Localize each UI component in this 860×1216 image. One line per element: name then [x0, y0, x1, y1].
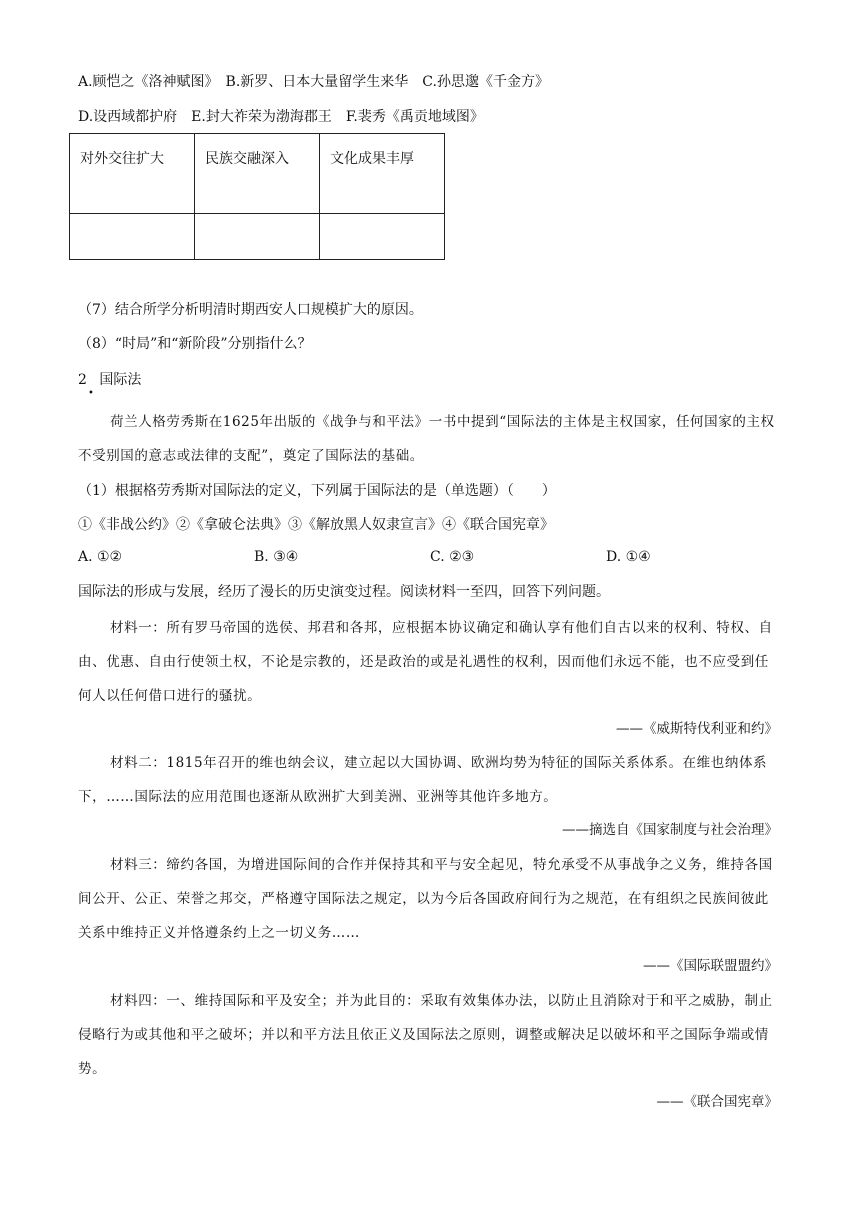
material-4-text: 材料四：一、维持国际和平及安全；并为此目的：采取有效集体办法，以防止且消除对于和平之威胁，制止侵略行为或其他和平之破坏；并以和平方法且依正义及国际法之原则，调整或解决足以破坏和平之国际争端或情势。 — [78, 993, 773, 1077]
table-header-ethnic-integration: 民族交融深入 — [195, 134, 320, 214]
choice-b[interactable]: B. ③④ — [254, 549, 299, 565]
options-line-1: A.顾恺之《洛神赋图》 B.新罗、日本大量留学生来华 C.孙思邈《千金方》 — [78, 74, 549, 90]
question-7: （7）结合所学分析明清时期西安人口规模扩大的原因。 — [78, 302, 423, 318]
choice-d[interactable]: D. ①④ — [606, 549, 651, 565]
table-answer-cell-3[interactable] — [320, 214, 445, 260]
material-1-text: 材料一：所有罗马帝国的选侯、邦君和各邦，应根据本协议确定和确认享有他们自古以来的权利、特权、自由、优惠、自由行使领土权，不论是宗教的，还是政治的或是礼遇性的权利，因而他们永远不能，也不应受到任何人以任何借口进行的骚扰。 — [78, 620, 773, 704]
table-answer-cell-1[interactable] — [70, 214, 195, 260]
section-heading — [78, 370, 141, 390]
table-header-cultural-achievements: 文化成果丰厚 — [320, 134, 445, 214]
heading-dot: • — [88, 388, 94, 399]
table-answer-cell-2[interactable] — [195, 214, 320, 260]
question-8: （8）“时局”和“新阶段”分别指什么？ — [78, 336, 312, 352]
intro-paragraph: 荷兰人格劳秀斯在1625年出版的《战争与和平法》一书中提到“国际法的主体是主权国家，任何国家的主权不受别国的意志或法律的支配”，奠定了国际法的基础。 — [78, 414, 775, 464]
material-3-text: 材料三：缔约各国，为增进国际间的合作并保持其和平与安全起见，特允承受不从事战争之义务，维持各国间公开、公正、荣誉之邦交，严格遵守国际法之规定，以为今后各国政府间行为之规范，在有组织之民族间彼此关系中维持正义并恪遵条约上之一切义务…… — [78, 857, 773, 941]
material-2-text: 材料二：1815年召开的维也纳会议，建立起以大国协调、欧洲均势为特征的国际关系体系。在维也纳体系下，……国际法的应用范围也逐渐从欧洲扩大到美洲、亚洲等其他许多地方。 — [78, 755, 768, 805]
question-1-items: ①《非战公约》②《拿破仑法典》③《解放黑人奴隶宣言》④《联合国宪章》 — [78, 517, 554, 533]
choice-c[interactable]: C. ②③ — [430, 549, 475, 565]
materials-lead: 国际法的形成与发展，经历了漫长的历史演变过程。阅读材料一至四，回答下列问题。 — [78, 584, 610, 600]
choice-a[interactable]: A. ①② — [78, 549, 123, 565]
options-line-2: D.设西域都护府 E.封大祚荣为渤海郡王 F.裴秀《禹贡地域图》 — [78, 109, 484, 125]
question-1: （1）根据格劳秀斯对国际法的定义，下列属于国际法的是（单选题）（ ） — [78, 483, 556, 499]
table-header-foreign-exchange: 对外交往扩大 — [70, 134, 195, 214]
section-title: 国际法 — [99, 372, 142, 388]
section-number: 2 — [78, 372, 87, 388]
material-3-source: ——《国际联盟盟约》 — [643, 958, 778, 974]
material-4-source: ——《联合国宪章》 — [656, 1094, 778, 1110]
material-1-source: ——《威斯特伐利亚和约》 — [616, 721, 778, 737]
material-2-source: ——摘选自《国家制度与社会治理》 — [562, 822, 778, 838]
classification-table — [69, 133, 445, 260]
